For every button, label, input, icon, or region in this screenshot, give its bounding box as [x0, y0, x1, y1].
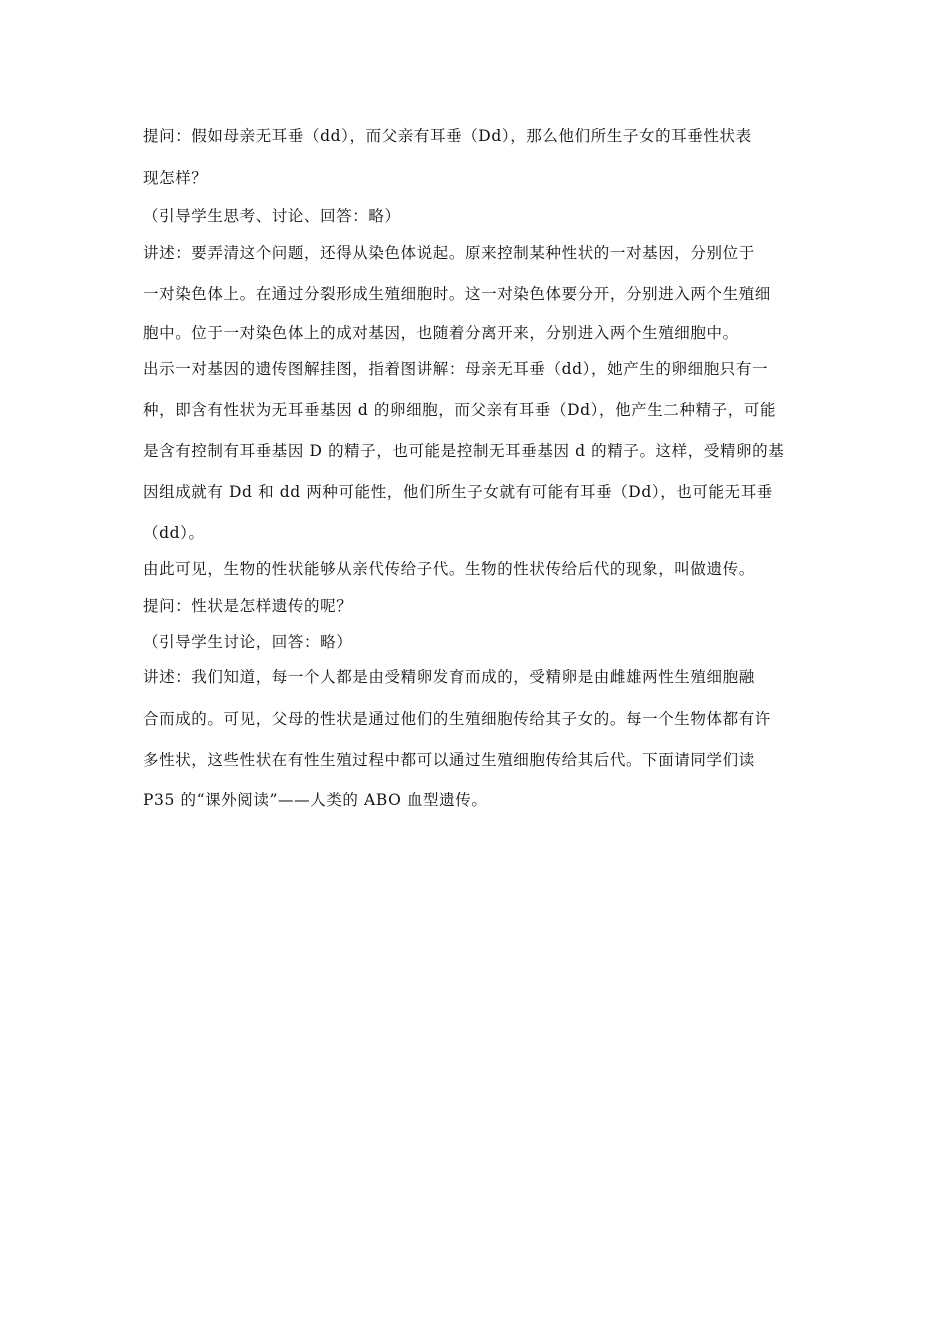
- text-line: 现怎样？: [143, 169, 208, 187]
- text-line: 由此可见，生物的性状能够从亲代传给子代。生物的性状传给后代的现象，叫做遗传。: [143, 560, 755, 578]
- text-line: 出示一对基因的遗传图解挂图，指着图讲解：母亲无耳垂（dd），她产生的卵细胞只有一: [143, 360, 769, 378]
- text-line: P35 的“课外阅读”——人类的 ABO 血型遗传。: [143, 791, 488, 809]
- text-line: 是含有控制有耳垂基因 D 的精子，也可能是控制无耳垂基因 d 的精子。这样，受精卵的基: [143, 442, 785, 460]
- text-line: 讲述：我们知道，每一个人都是由受精卵发育而成的，受精卵是由雌雄两性生殖细胞融: [143, 668, 755, 686]
- text-line: （dd）。: [143, 524, 205, 542]
- text-line: 讲述：要弄清这个问题，还得从染色体说起。原来控制某种性状的一对基因，分别位于: [143, 244, 755, 262]
- text-line: （引导学生讨论，回答：略）: [143, 633, 353, 651]
- text-line: 种，即含有性状为无耳垂基因 d 的卵细胞，而父亲有耳垂（Dd），他产生二种精子，可能: [143, 401, 777, 419]
- text-line: 因组成就有 Dd 和 dd 两种可能性，他们所生子女就有可能有耳垂（Dd），也可能无耳垂: [143, 483, 773, 501]
- text-line: 多性状，这些性状在有性生殖过程中都可以通过生殖细胞传给其后代。下面请同学们读: [143, 751, 755, 769]
- text-line: 合而成的。可见，父母的性状是通过他们的生殖细胞传给其子女的。每一个生物体都有许: [143, 710, 771, 728]
- text-line: 提问：假如母亲无耳垂（dd），而父亲有耳垂（Dd），那么他们所生子女的耳垂性状表: [143, 127, 752, 145]
- text-line: 一对染色体上。在通过分裂形成生殖细胞时。这一对染色体要分开，分别进入两个生殖细: [143, 285, 771, 303]
- text-line: 提问：性状是怎样遗传的呢？: [143, 597, 353, 615]
- text-line: 胞中。位于一对染色体上的成对基因，也随着分离开来，分别进入两个生殖细胞中。: [143, 324, 739, 342]
- text-line: （引导学生思考、讨论、回答：略）: [143, 207, 401, 225]
